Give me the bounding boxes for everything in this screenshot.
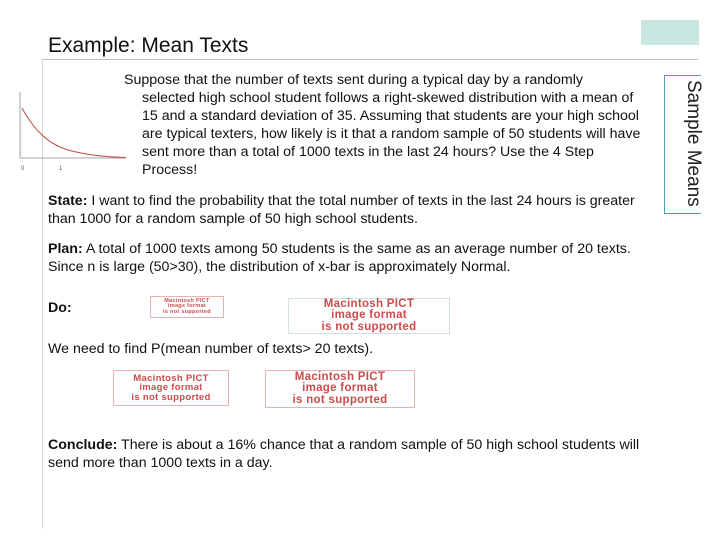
state-paragraph xyxy=(48,192,652,228)
graph-tick-0: 0 xyxy=(21,166,25,172)
do-label: Do: xyxy=(48,300,72,316)
intro-paragraph xyxy=(124,71,649,179)
title-divider xyxy=(42,59,698,60)
conclude-paragraph xyxy=(48,436,648,472)
graph-tick-1: 1 xyxy=(59,166,63,172)
pict-placeholder-image: Macintosh PICT image format is not supported xyxy=(150,296,224,318)
need-text: We need to find P(mean number of texts> 20 texts). xyxy=(48,341,374,357)
plan-paragraph xyxy=(48,240,652,276)
pict-placeholder-image: Macintosh PICT image format is not supported xyxy=(288,298,450,334)
intro-rest: selected high school student follows a right-skewed distribution with a mean of 15 and a standard deviation of 35. Assuming that students are your high school are typical texters, how likely is it that a random sample of 50 students will have sent more than a total of 1000 texts in the last 24 hours? Use the 4 Step Process! xyxy=(142,90,641,178)
state-label: State: xyxy=(48,193,88,209)
skewed-distribution-graph xyxy=(14,88,128,174)
state-text: I want to find the probability that the total number of texts in the last 24 hours is greater than 1000 for a random sample of 50 high school students. xyxy=(48,193,635,227)
conclude-label: Conclude: xyxy=(48,437,118,453)
slide-title: Example: Mean Texts xyxy=(48,34,249,57)
plan-text: A total of 1000 texts among 50 students is the same as an average number of 20 texts. Since n is large (50>30), the distribution of x-bar is approximately Normal. xyxy=(48,241,631,275)
pict-placeholder-image: Macintosh PICT image format is not supported xyxy=(265,370,415,408)
pict-placeholder-image: Macintosh PICT image format is not supported xyxy=(113,370,229,406)
intro-line-1: Suppose that the number of texts sent during a typical day by a randomly xyxy=(124,72,583,88)
side-label: Sample Means xyxy=(683,80,704,207)
conclude-text: There is about a 16% chance that a random sample of 50 high school students will send more than 1000 texts in a day. xyxy=(48,437,640,471)
density-curve xyxy=(22,108,126,158)
plan-label: Plan: xyxy=(48,241,83,257)
corner-accent-box xyxy=(641,20,699,45)
